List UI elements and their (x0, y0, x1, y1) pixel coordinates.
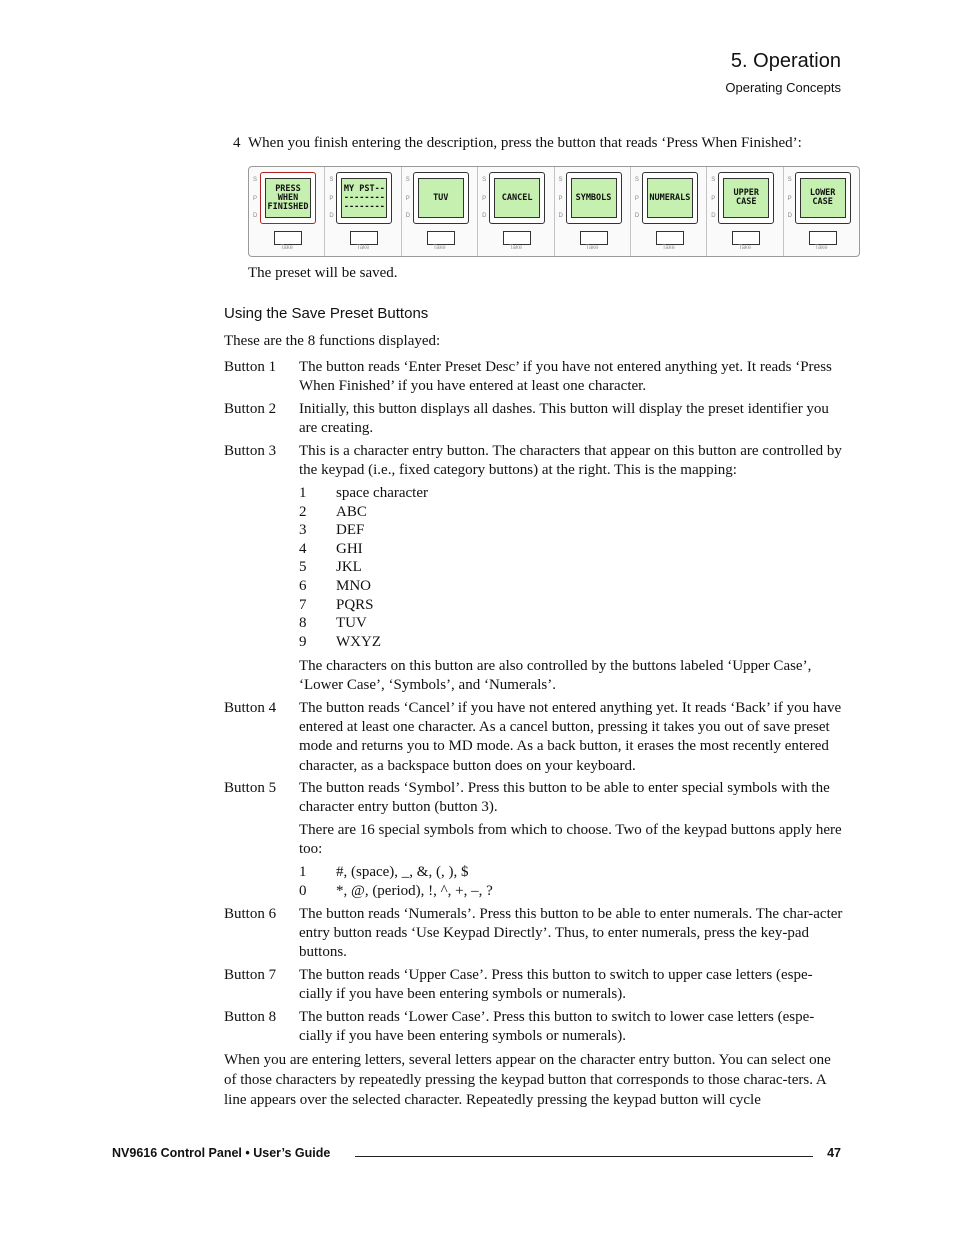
entry-label: Button 2 (224, 401, 277, 417)
spd-label: P (558, 196, 563, 202)
button-panel-figure (248, 166, 860, 257)
take-label: Take (662, 245, 675, 251)
spd-label: P (634, 196, 639, 202)
spd-label: P (253, 196, 258, 202)
page-number: 47 (827, 1146, 841, 1160)
mapping-chars: DEF (336, 522, 365, 539)
spd-label: S (634, 177, 639, 183)
mapping-item (299, 633, 428, 652)
take-button (580, 231, 608, 245)
step-4 (233, 135, 853, 152)
panel-button-3 (402, 167, 478, 256)
lcd-display: PRESS WHEN FINISHED (265, 178, 311, 218)
saved-note: The preset will be saved. (248, 265, 398, 281)
spd-label: D (329, 213, 334, 219)
take-label: Take (509, 245, 523, 251)
keypad-mapping-list (299, 484, 428, 651)
take-button (732, 231, 760, 245)
lcd-button (642, 172, 698, 224)
mapping-chars: WXYZ (336, 633, 381, 650)
symbol-key: 1 (299, 864, 307, 880)
footer-rule (355, 1156, 813, 1157)
section-subtitle: Operating Concepts (725, 80, 841, 95)
take-label: Take (738, 245, 752, 251)
closing-paragraph: When you are entering letters, several letters appear on the character entry button. You can select one of those characters by repeatedly pressing the keypad button that corresponds to those charac-ters. A line appears over the selected character. Repeatedly pressing the keypad button will cycle (224, 1052, 831, 1109)
entry-text: The button reads ‘Cancel’ if you have not entered anything yet. It reads ‘Back’ if you have entered at least one character. As a cancel button, pressing it takes you out of save preset mode and returns you to MD mode. As a back button, it erases the most recently entered character, as a backspace button does on your keyboard. (299, 700, 842, 774)
mapping-key: 5 (299, 559, 307, 576)
lcd-button (795, 172, 851, 224)
spd-label: S (329, 177, 334, 183)
lcd-button (489, 172, 545, 224)
mapping-chars: GHI (336, 540, 363, 557)
lcd-button (336, 172, 392, 224)
symbol-item (299, 882, 493, 901)
mapping-chars: MNO (336, 577, 372, 594)
mapping-item (299, 540, 428, 559)
entry-label: Button 6 (224, 906, 277, 922)
entry-label: Button 8 (224, 1009, 277, 1025)
lcd-display: UPPER CASE (723, 178, 769, 218)
entry-text: This is a character entry button. The characters that appear on this button are controlled by the keypad (i.e., fixed category buttons) at the right. This is the mapping: (299, 443, 842, 479)
spd-label: S (253, 177, 258, 183)
take-button (350, 231, 378, 245)
spd-label: D (405, 213, 411, 219)
take-button (656, 231, 684, 245)
spd-label: D (558, 213, 563, 219)
entry-text: The button reads ‘Upper Case’. Press this button to switch to upper case letters (espe-cially if you have been entering symbols or numerals). (299, 967, 813, 1003)
take-label: Take (280, 245, 294, 251)
spd-label: P (405, 196, 410, 202)
mapping-chars: TUV (336, 615, 367, 632)
symbol-item (299, 863, 493, 882)
mapping-item (299, 521, 428, 540)
spd-label: S (482, 177, 487, 183)
entry-label: Button 5 (224, 780, 277, 796)
lcd-display: CANCEL (494, 178, 540, 218)
lcd-button (260, 172, 316, 224)
mapping-key: 4 (299, 540, 307, 557)
symbol-chars: #, (space), _, &, (, ), $ (336, 864, 469, 880)
take-button (274, 231, 302, 245)
lcd-button (718, 172, 774, 224)
spd-label: D (482, 213, 487, 219)
intro-text: These are the 8 functions displayed: (224, 333, 441, 349)
spd-label: P (482, 196, 487, 202)
spd-label: S (558, 177, 563, 183)
chapter-title: 5. Operation (730, 50, 841, 72)
step-text: When you finish entering the description, press the button that reads ‘Press When Finished’: (248, 135, 802, 151)
take-button (503, 231, 531, 245)
mapping-item (299, 596, 428, 615)
mapping-item (299, 484, 428, 503)
mapping-key: 3 (299, 522, 307, 539)
entry-label: Button 4 (224, 700, 277, 716)
mapping-key: 9 (299, 633, 307, 650)
mapping-chars: space character (336, 485, 429, 501)
panel-button-2 (325, 167, 401, 256)
footer-title: NV9616 Control Panel • User’s Guide (112, 1146, 331, 1160)
mapping-key: 1 (299, 485, 307, 501)
symbol-chars: *, @, (period), !, ^, +, –, ? (336, 882, 493, 899)
entry-text: The button reads ‘Enter Preset Desc’ if you have not entered anything yet. It reads ‘Press When Finished’ if you have entered at least one character. (299, 359, 832, 395)
lcd-display: TUV (418, 178, 464, 218)
symbol-key: 0 (299, 882, 307, 899)
spd-label: D (634, 213, 640, 219)
spd-label: P (329, 196, 334, 202)
button-3-note: The characters on this button are also controlled by the buttons labeled ‘Upper Case’, ‘Lower Case’, ‘Symbols’, and ‘Numerals’. (299, 658, 812, 694)
panel-button-8 (784, 167, 859, 256)
entry-text: The button reads ‘Lower Case’. Press this button to switch to lower case letters (espe-cially if you have been entering symbols or numerals). (299, 1009, 815, 1045)
section-heading: Using the Save Preset Buttons (224, 305, 429, 322)
lcd-display: MY PST-- -------- -------- (341, 178, 387, 218)
button-5-note: There are 16 special symbols from which to choose. Two of the keypad buttons apply here too: (299, 822, 842, 858)
spd-label: S (787, 177, 792, 183)
panel-button-4 (478, 167, 554, 256)
spd-label: S (711, 177, 716, 183)
entry-text: The button reads ‘Symbol’. Press this button to be able to enter special symbols with the character entry button (button 3). (299, 780, 830, 816)
entry-text: The button reads ‘Numerals’. Press this button to be able to enter numerals. The char-acter entry button reads ‘Use Keypad Directly’. Thus, to enter numerals, press the key-pad buttons. (299, 906, 843, 961)
spd-label: D (253, 213, 258, 219)
mapping-item (299, 558, 428, 577)
mapping-key: 2 (299, 503, 307, 520)
lcd-display: LOWER CASE (800, 178, 846, 218)
mapping-chars: ABC (336, 503, 367, 520)
mapping-key: 8 (299, 615, 307, 632)
lcd-button (413, 172, 469, 224)
step-number: 4 (233, 135, 241, 151)
mapping-item (299, 577, 428, 596)
take-label: Take (814, 245, 828, 251)
entry-label: Button 7 (224, 967, 277, 983)
lcd-display: SYMBOLS (571, 178, 617, 218)
mapping-item (299, 614, 428, 633)
mapping-chars: PQRS (336, 596, 374, 613)
mapping-key: 7 (299, 596, 307, 613)
symbol-mapping-list (299, 863, 493, 900)
spd-label: P (711, 196, 716, 202)
entry-label: Button 1 (224, 359, 277, 375)
spd-label: D (787, 213, 792, 219)
spd-label: D (711, 213, 716, 219)
take-label: Take (356, 245, 370, 251)
panel-button-5 (555, 167, 631, 256)
panel-button-7 (707, 167, 783, 256)
lcd-display: NUMERALS (647, 178, 693, 218)
entry-text: Initially, this button displays all dashes. This button will display the preset identifier you are creating. (299, 401, 829, 437)
take-button (427, 231, 455, 245)
take-label: Take (433, 245, 446, 251)
take-button (809, 231, 837, 245)
lcd-button (566, 172, 622, 224)
mapping-key: 6 (299, 577, 307, 594)
spd-label: P (787, 196, 792, 202)
panel-button-6 (631, 167, 707, 256)
spd-label: S (405, 177, 410, 183)
mapping-chars: JKL (336, 559, 362, 576)
entry-label: Button 3 (224, 443, 277, 459)
panel-button-1 (249, 167, 325, 256)
mapping-item (299, 503, 428, 522)
take-label: Take (585, 245, 599, 251)
